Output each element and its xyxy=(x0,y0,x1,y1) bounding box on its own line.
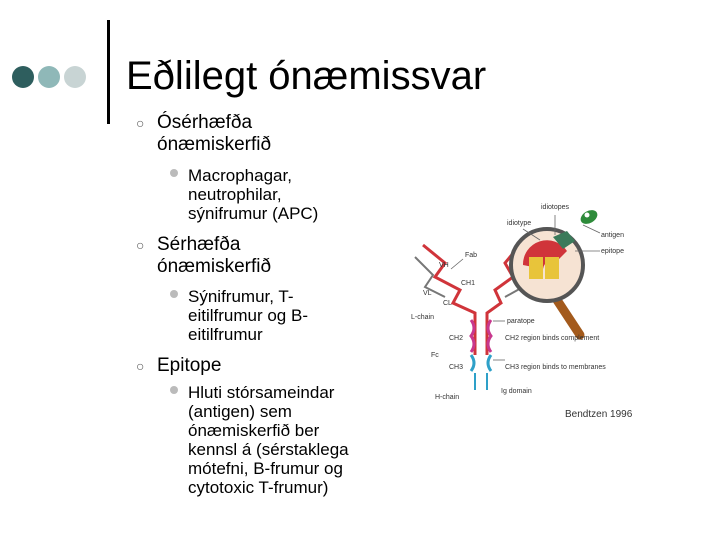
label-fc: Fc xyxy=(431,352,439,359)
sub-line: mótefni, B-frumur og xyxy=(188,459,343,478)
dot-dark xyxy=(12,66,34,88)
label-idiotopes: idiotopes xyxy=(541,204,570,211)
label-ch2: CH2 xyxy=(449,335,464,342)
sub-line: eitilfrumur xyxy=(188,325,263,344)
bullet-line: Epitope xyxy=(157,355,222,376)
bullet-marker: ○ xyxy=(136,115,145,131)
sub-line: eitilfrumur og B- xyxy=(188,306,308,325)
sub-bullet-marker xyxy=(170,386,178,394)
bullet-line: Sérhæfða xyxy=(157,234,241,255)
label-cl: CL xyxy=(443,300,452,307)
sub-line: cytotoxic T-frumur) xyxy=(188,478,329,497)
label-paratope: paratope xyxy=(507,318,535,325)
sub-line: ónæmiskerfið ber xyxy=(188,421,320,440)
bullet-line: Ósérhæfða xyxy=(157,112,253,133)
sub-bullet-marker xyxy=(170,290,178,298)
label-fab: Fab xyxy=(465,252,478,259)
sub-line: Hluti stórsameindar xyxy=(188,383,335,402)
bullet-marker: ○ xyxy=(136,358,145,374)
label-vl: VL xyxy=(423,290,432,297)
label-h-chain: H-chain xyxy=(435,394,460,401)
antigen-icon xyxy=(578,207,600,226)
bullet-epitope xyxy=(136,355,222,377)
sub-line: (antigen) sem xyxy=(188,402,292,421)
sub-line: Sýnifrumur, T- xyxy=(188,287,294,306)
sub-line: kennsl á (sérstaklega xyxy=(188,440,349,459)
bullet-line: ónæmiskerfið xyxy=(157,256,272,277)
bullet-nonspecific xyxy=(136,112,272,156)
label-l-chain: L-chain xyxy=(411,314,434,321)
bullet-line: ónæmiskerfið xyxy=(157,134,272,155)
sub-bullet-epitope-def xyxy=(188,383,349,497)
figure-credit: Bendtzen 1996 xyxy=(565,409,633,420)
sub-bullet-marker xyxy=(170,169,178,177)
label-vh: VH xyxy=(439,262,449,269)
sub-bullet-lymphocytes xyxy=(188,287,308,344)
label-idiotype: idiotype xyxy=(507,220,532,227)
label-ch2-region: CH2 region binds complement xyxy=(505,335,600,342)
dot-light xyxy=(64,66,86,88)
sub-line: neutrophilar, xyxy=(188,185,282,204)
label-ig-domain: Ig domain xyxy=(501,388,532,395)
bullet-marker: ○ xyxy=(136,237,145,253)
sub-line: Macrophagar, xyxy=(188,166,292,185)
label-antigen: antigen xyxy=(601,232,624,239)
antibody-illustration xyxy=(405,185,645,405)
label-ch1: CH1 xyxy=(461,280,476,287)
label-epitope: epitope xyxy=(601,248,624,255)
bullet-specific xyxy=(136,234,272,278)
sub-bullet-cells xyxy=(188,166,318,223)
label-ch3-region: CH3 region binds to membranes xyxy=(505,364,606,371)
slide-title: Eðlilegt ónæmissvar xyxy=(126,54,487,98)
label-ch3: CH3 xyxy=(449,364,464,371)
title-divider xyxy=(107,20,110,124)
sub-line: sýnifrumur (APC) xyxy=(188,204,319,223)
antibody-diagram xyxy=(405,185,645,405)
dot-mid xyxy=(38,66,60,88)
